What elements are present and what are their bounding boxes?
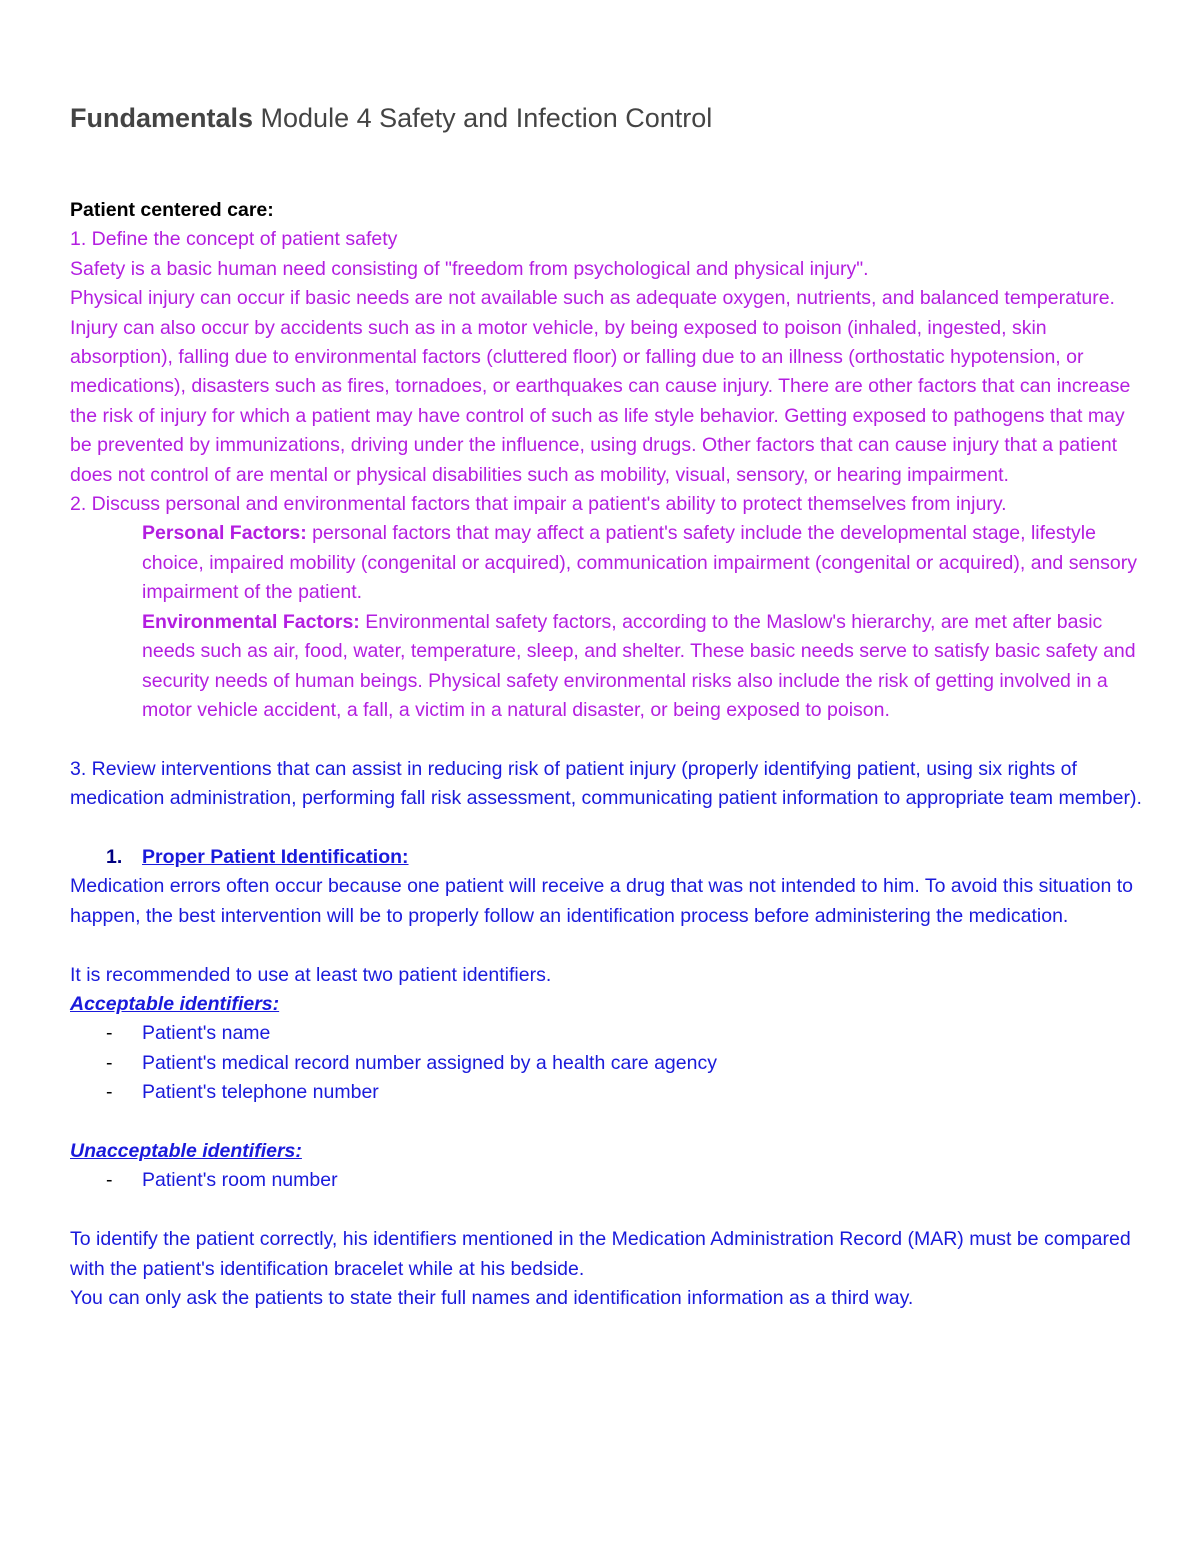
environmental-factors bbox=[70, 608, 1145, 726]
spacer bbox=[70, 1108, 1145, 1137]
identification-para1: Medication errors often occur because one patient will receive a drug that was not intended to him. To avoid this situation to happen, the best intervention will be to properly follow an identification process before administering the medication. bbox=[70, 875, 1133, 927]
unacceptable-identifiers-heading: Unacceptable identifiers: bbox=[70, 1139, 302, 1162]
environmental-factors-label: Environmental Factors: bbox=[142, 610, 360, 633]
identification-para4: You can only ask the patients to state their full names and identification information as a third way. bbox=[70, 1286, 914, 1309]
identification-para3: To identify the patient correctly, his identifiers mentioned in the Medication Administration Record (MAR) must be compared with the patient's identification bracelet while at his bedside. bbox=[70, 1228, 1131, 1280]
q1-question: 1. Define the concept of patient safety bbox=[70, 228, 398, 251]
spacer bbox=[70, 814, 1145, 843]
spacer bbox=[70, 1196, 1145, 1225]
spacer bbox=[70, 931, 1145, 960]
q3-question: 3. Review interventions that can assist in reducing risk of patient injury (properly identifying patient, using six rights of medication administration, performing fall risk assessment, communicating patient information to appropriate team member). bbox=[70, 757, 1142, 810]
acceptable-identifiers-heading: Acceptable identifiers: bbox=[70, 992, 280, 1015]
personal-factors-text: personal factors that may affect a patient's safety include the developmental stage, lifestyle choice, impaired mobility (congenital or acquired), communication impairment (congenital or acquired), and sensory impairment of the patient. bbox=[142, 522, 1137, 604]
list-item-text: Patient's room number bbox=[142, 1169, 338, 1192]
personal-factors-label: Personal Factors: bbox=[142, 522, 307, 545]
list-item-text: Patient's name bbox=[142, 1022, 271, 1045]
q1-answer-paragraph: Physical injury can occur if basic needs are not available such as adequate oxygen, nutrients, and balanced temperature. Injury can also occur by accidents such as in a motor vehicle, by being exposed to poison (inhaled, ingested, skin absorption), falling due to environmental factors (cluttered floor) or falling due to an illness (orthostatic hypotension, or medications), disasters such as fires, tornadoes, or earthquakes can cause injury. There are other factors that can increase the risk of injury for which a patient may have control of such as life style behavior. Getting exposed to pathogens that may be prevented by immunizations, driving under the influence, using drugs. Other factors that can cause injury that a patient does not control of are mental or physical disabilities such as mobility, visual, sensory, or hearing impairment. bbox=[70, 287, 1131, 486]
section-heading: Patient centered care: bbox=[70, 199, 274, 221]
acceptable-identifiers-list bbox=[70, 1019, 1145, 1107]
list-item bbox=[70, 1019, 1145, 1048]
title-bold: Fundamentals bbox=[70, 103, 254, 133]
identification-title: Proper Patient Identification: bbox=[142, 845, 409, 868]
identification-heading bbox=[70, 843, 1145, 872]
q2-question: 2. Discuss personal and environmental factors that impair a patient's ability to protect themselves from injury. bbox=[70, 493, 1007, 516]
identification-number: 1. bbox=[106, 845, 123, 868]
q1-answer-line1: Safety is a basic human need consisting of "freedom from psychological and physical injury". bbox=[70, 257, 869, 280]
dash-bullet: - bbox=[106, 1169, 113, 1192]
identification-para2: It is recommended to use at least two patient identifiers. bbox=[70, 963, 552, 986]
environmental-factors-text: Environmental safety factors, according to the Maslow's hierarchy, are met after basic needs such as air, food, water, temperature, sleep, and shelter. These basic needs serve to satisfy basic safety and security needs of human beings. Physical safety environmental risks also include the risk of getting involved in a motor vehicle accident, a fall, a victim in a natural disaster, or being exposed to poison. bbox=[142, 610, 1136, 721]
list-item-text: Patient's medical record number assigned by a health care agency bbox=[142, 1051, 717, 1074]
document-page bbox=[70, 100, 1145, 1313]
spacer bbox=[70, 725, 1145, 754]
list-item bbox=[70, 1166, 1145, 1195]
unacceptable-identifiers-list bbox=[70, 1166, 1145, 1195]
personal-factors bbox=[70, 519, 1145, 607]
document-title bbox=[70, 100, 1145, 136]
list-item-text: Patient's telephone number bbox=[142, 1081, 379, 1104]
dash-bullet: - bbox=[106, 1081, 113, 1104]
list-item bbox=[70, 1078, 1145, 1107]
title-rest: Module 4 Safety and Infection Control bbox=[253, 103, 713, 133]
dash-bullet: - bbox=[106, 1022, 113, 1045]
dash-bullet: - bbox=[106, 1051, 113, 1074]
list-item bbox=[70, 1049, 1145, 1078]
